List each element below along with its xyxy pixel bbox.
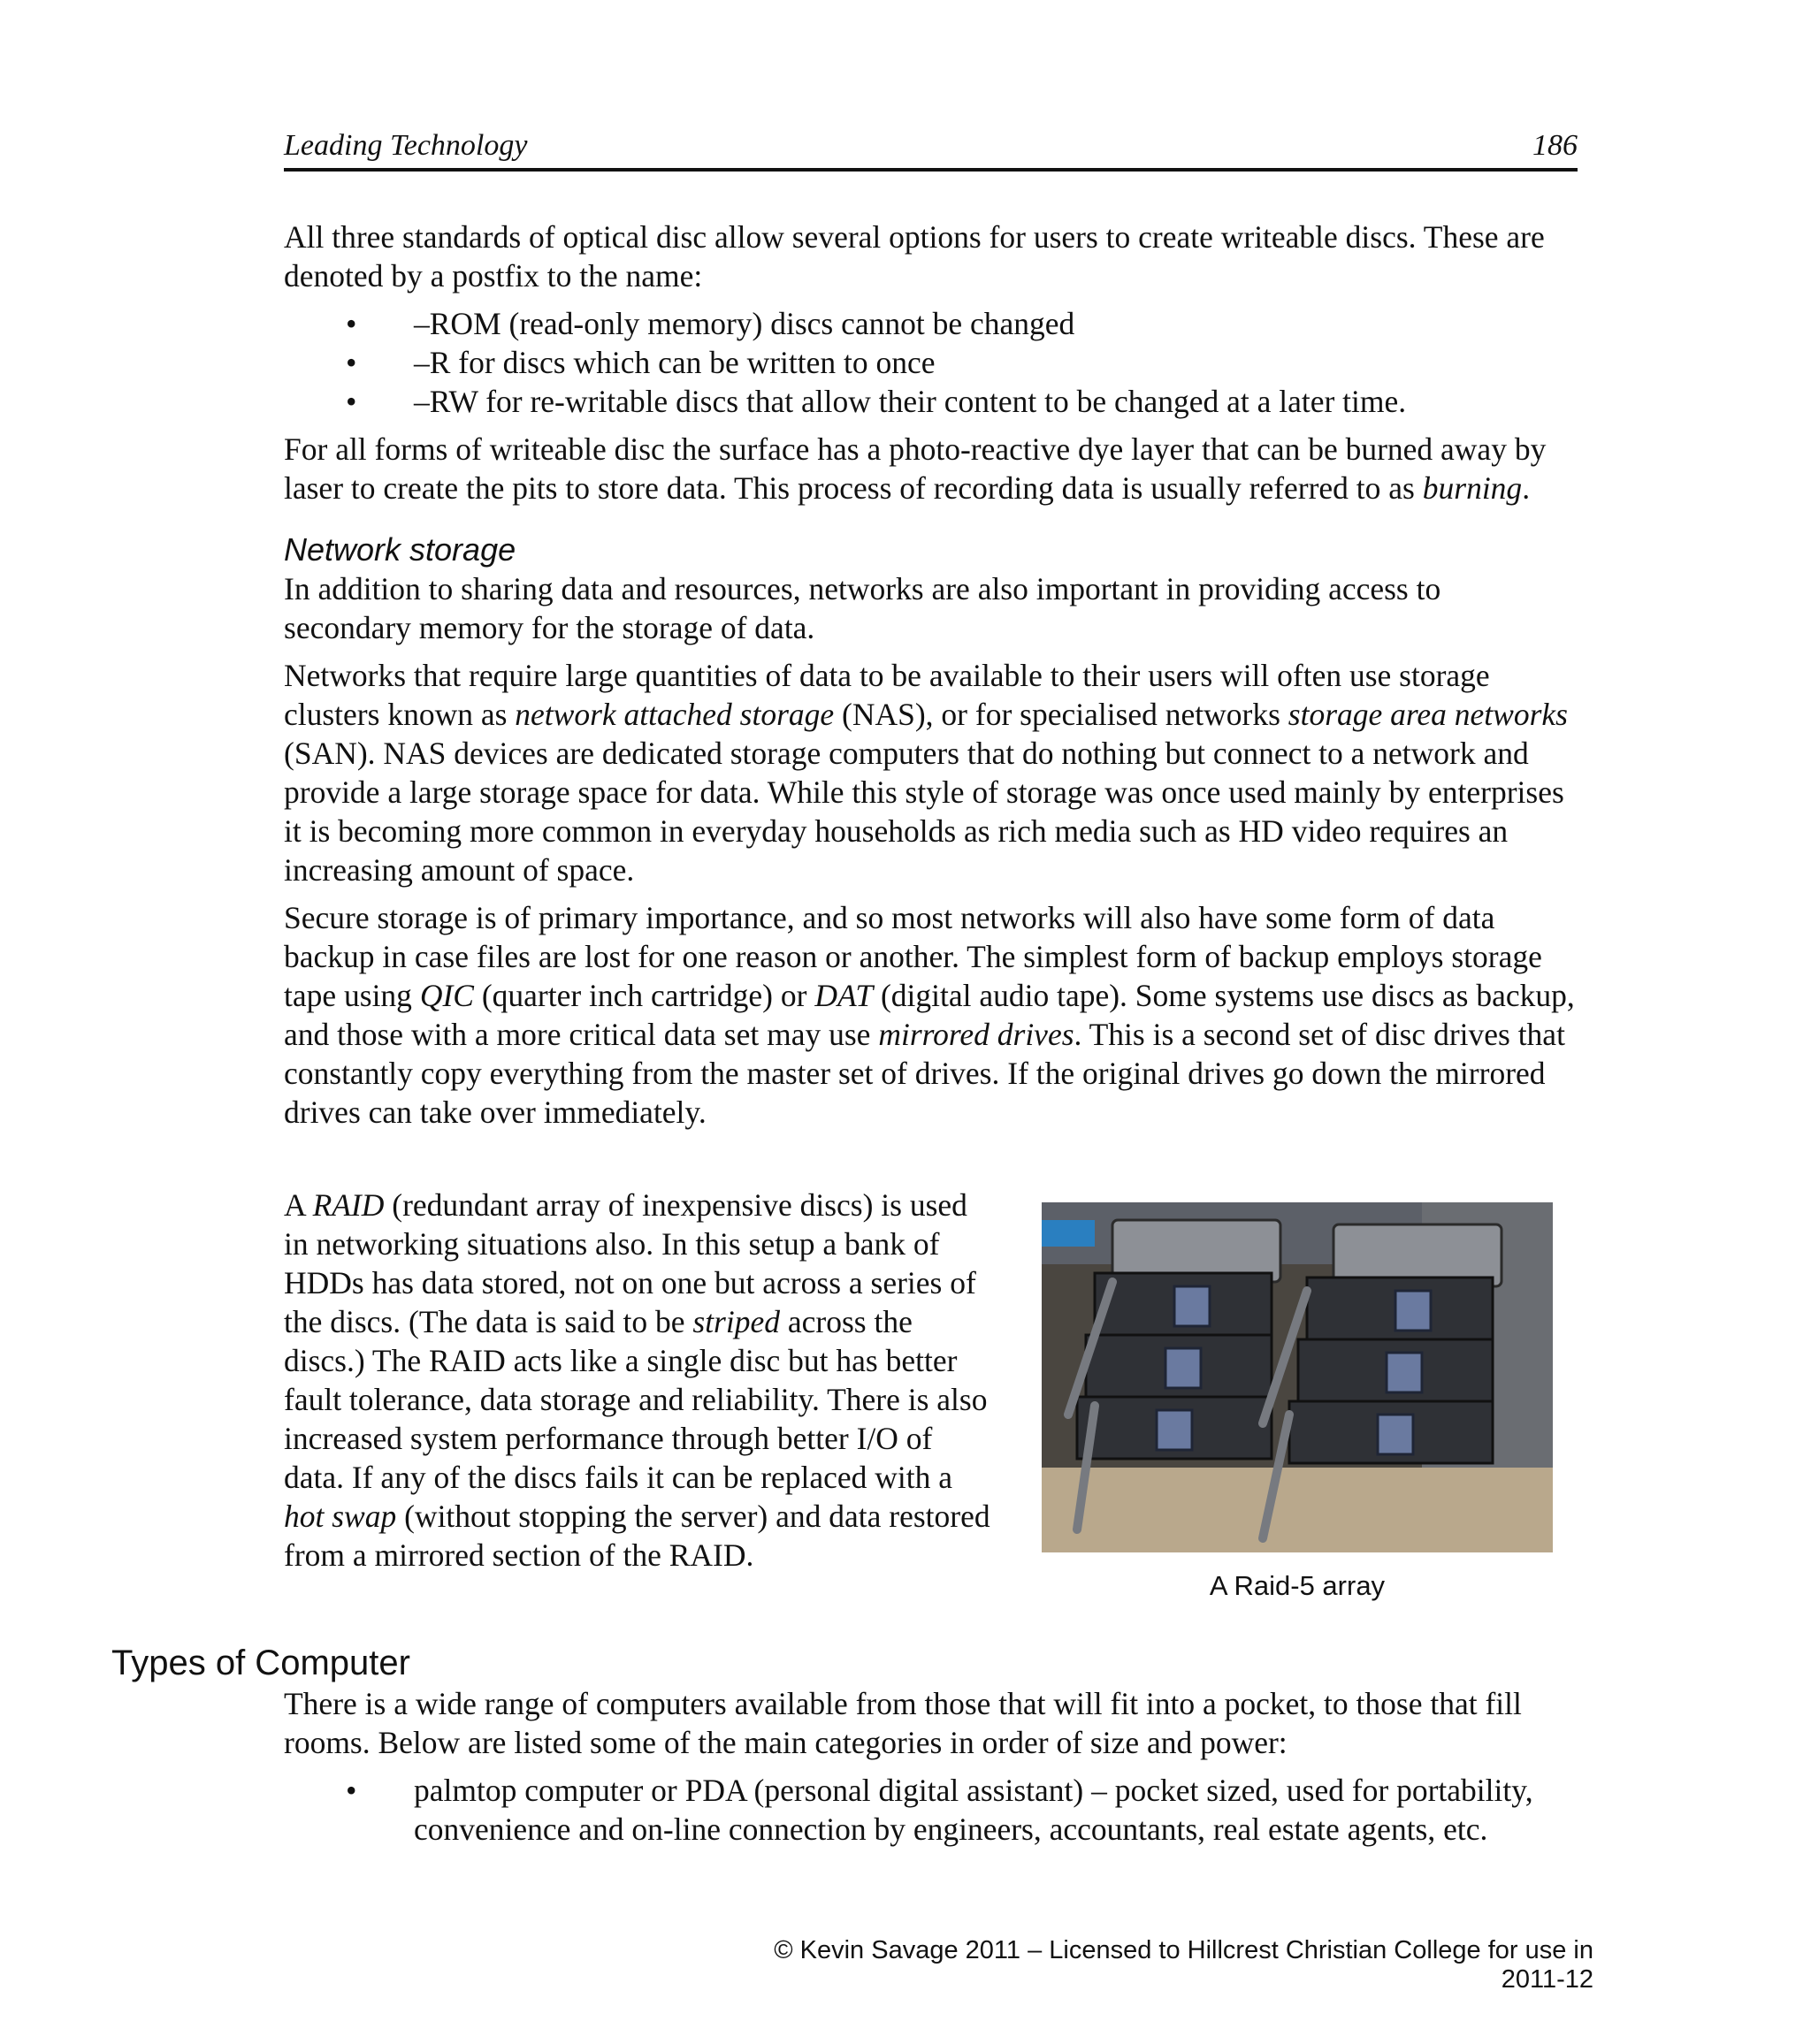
types-body (284, 1684, 1575, 1849)
copyright-footer: © Kevin Savage 2011 – Licensed to Hillcrest Christian College for use in 2011-12 (774, 1936, 1593, 1994)
list-item: • palmtop computer or PDA (personal digital assistant) – pocket sized, used for portability, convenience and on-line connection by engineers, accountants, real estate agents, etc. (284, 1771, 1575, 1849)
network-paragraph-2: Networks that require large quantities of data to be available to their users will often use storage clusters known as network attached storage (NAS), or for specialised networks storage area networks (SAN). NAS devices are dedicated storage computers that do nothing but connect to a network and provide a large storage space for data. While this style of storage was once used mainly by enterprises it is becoming more common in everyday households as rich media such as HD video requires an increasing amount of space. (284, 658, 1568, 888)
types-intro-paragraph: There is a wide range of computers available from those that will fit into a pocket, to those that fill rooms. Below are listed some of the main categories in order of size and power: (284, 1686, 1522, 1760)
network-paragraph-3: Secure storage is of primary importance, and so most networks will also have some form of data backup in case files are lost for one reason or another. The simplest form of backup employs storage tape using QIC (quarter inch cartridge) or DAT (digital audio tape). Some systems use discs as backup, and those with a more critical data set may use mirrored drives. This is a second set of disc drives that constantly copy everything from the master set of drives. If the original drives go down the mirrored drives can take over immediately. (284, 900, 1575, 1130)
network-paragraph-1: In addition to sharing data and resources, networks are also important in providing access to secondary memory for the storage of data. (284, 571, 1441, 645)
postfix-list (284, 304, 1575, 421)
types-of-computer-heading: Types of Computer (111, 1644, 410, 1682)
computer-types-list (284, 1771, 1575, 1849)
raid-array-illustration (1042, 1202, 1553, 1552)
list-item: • –R for discs which can be written to once (284, 343, 1575, 382)
list-item: • –RW for re-writable discs that allow their content to be changed at a later time. (284, 382, 1575, 421)
raid-paragraph: A RAID (redundant array of inexpensive discs) is used in networking situations also. In this setup a bank of HDDs has data stored, not on one but across a series of the discs. (The data is said to be striped across the discs.) The RAID acts like a single disc but has better fault tolerance, data storage and reliability. There is also increased system performance through better I/O of data. If any of the discs fails it can be replaced with a hot swap (without stopping the server) and data restored from a mirrored section of the RAID. (284, 1187, 990, 1573)
figure-caption: A Raid-5 array (1209, 1570, 1386, 1601)
burning-paragraph: For all forms of writeable disc the surface has a photo-reactive dye layer that can be burned away by laser to create the pits to store data. This process of recording data is usually referred to as burning. (284, 431, 1547, 506)
network-storage-heading: Network storage (284, 531, 516, 568)
optical-intro-paragraph: All three standards of optical disc allow several options for users to create writeable discs. These are denoted by a postfix to the name: (284, 219, 1545, 294)
running-header-title: Leading Technology (284, 129, 528, 162)
running-header (284, 124, 1578, 172)
raid-array-photo (1042, 1202, 1553, 1552)
page-number: 186 (1532, 129, 1578, 162)
list-item: • –ROM (read-only memory) discs cannot be changed (284, 304, 1575, 343)
main-body (284, 217, 1575, 1140)
